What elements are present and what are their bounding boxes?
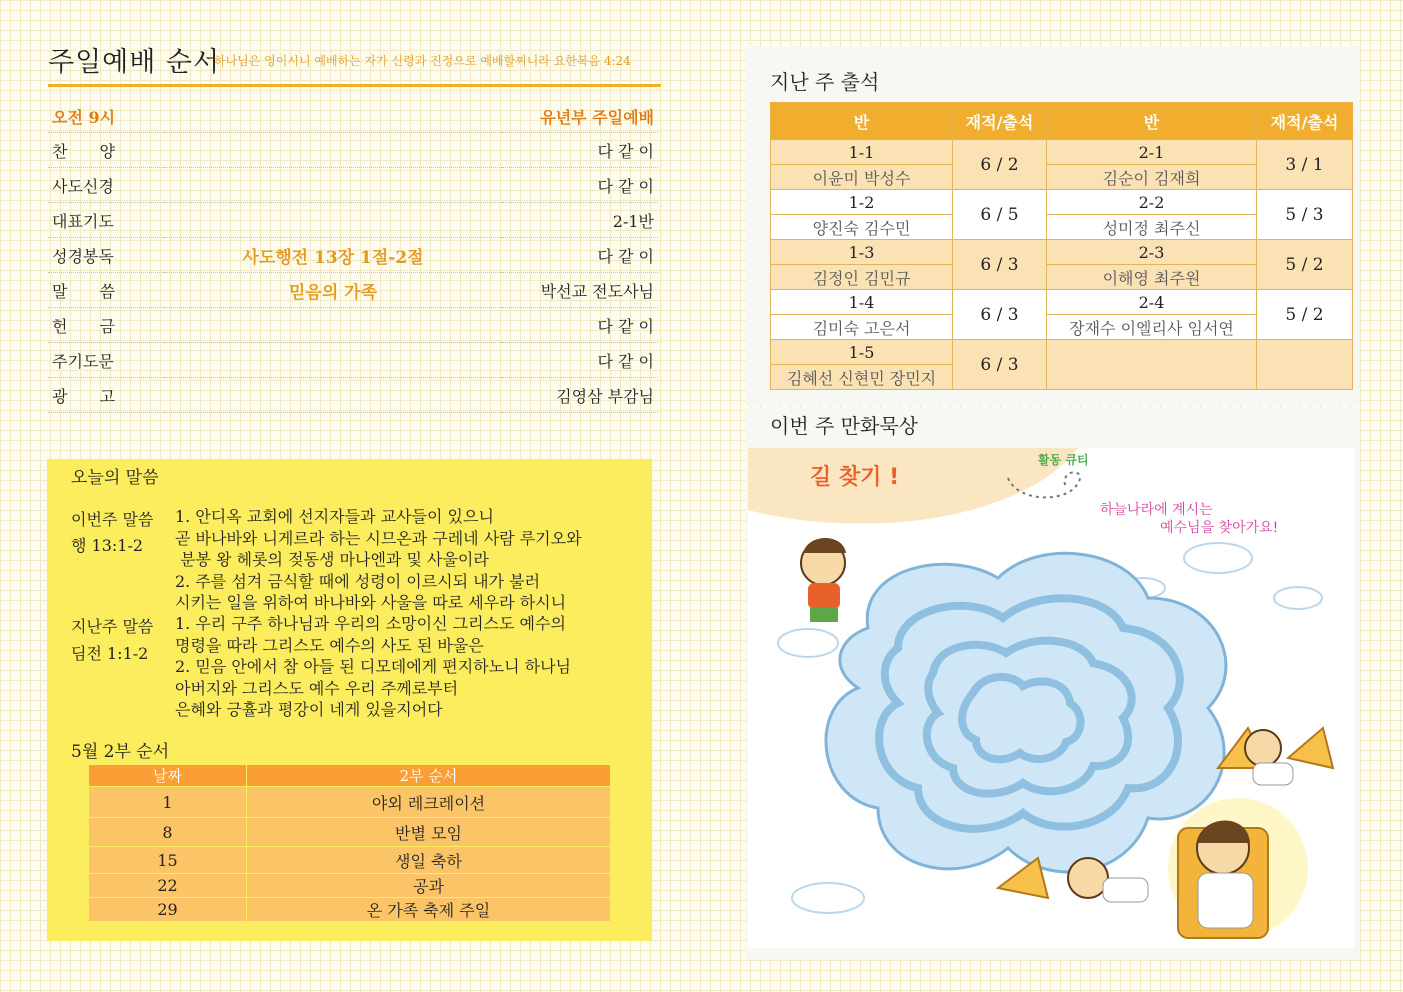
attendance-count: 6 / 5 — [953, 190, 1047, 240]
table-row — [771, 340, 1353, 365]
order-detail — [164, 133, 502, 168]
order-leader: 다 같 이 — [502, 133, 658, 168]
order-item: 광 고 — [48, 378, 164, 413]
table-row — [771, 190, 1353, 215]
table-row — [48, 343, 658, 378]
class-name: 2-4 — [1047, 290, 1257, 315]
class-name: 2-1 — [1047, 140, 1257, 165]
class-name: 1-5 — [771, 340, 953, 365]
cartoon-caption-line1: 하늘나라에 계시는 — [1100, 502, 1213, 518]
table-row — [48, 203, 658, 238]
cartoon-caption-line2: 예수님을 찾아가요! — [1160, 520, 1279, 536]
attendance-count: 3 / 1 — [1257, 140, 1353, 190]
worship-time: 오전 9시 — [48, 100, 164, 133]
order-item: 찬 양 — [48, 133, 164, 168]
class-name: 2-3 — [1047, 240, 1257, 265]
verse-line: 1. 우리 구주 하나님과 우리의 소망이신 그리스도 예수의 — [175, 614, 566, 633]
order-item: 헌 금 — [48, 308, 164, 343]
attendance-count: 6 / 3 — [953, 240, 1047, 290]
cartoon-heading: 길 찾기 ! — [810, 465, 900, 490]
order-leader: 박선교 전도사님 — [502, 273, 658, 308]
order-detail: 믿음의 가족 — [164, 273, 502, 308]
order-item: 말 씀 — [48, 273, 164, 308]
verse-line: 명령을 따라 그리스도 예수의 사도 된 바울은 — [175, 635, 484, 655]
teacher-names: 김정인 김민규 — [771, 265, 953, 290]
order-detail — [164, 203, 502, 238]
attendance-count: 6 / 3 — [953, 290, 1047, 340]
schedule-event: 반별 모임 — [247, 818, 611, 847]
order-detail — [164, 308, 502, 343]
order-leader: 김영삼 부감님 — [502, 378, 658, 413]
order-leader: 다 같 이 — [502, 308, 658, 343]
attendance-panel — [746, 46, 1360, 406]
last-week-verse — [175, 613, 571, 721]
class-name: 1-4 — [771, 290, 953, 315]
teacher-names: 김순이 김재희 — [1047, 165, 1257, 190]
attendance-title: 지난 주 출석 — [770, 70, 880, 94]
teacher-names: 장재수 이엘리사 임서연 — [1047, 315, 1257, 340]
schedule-date: 1 — [89, 787, 247, 818]
order-detail: 사도행전 13장 1절-2절 — [164, 238, 502, 273]
verse-line: 분봉 왕 헤롯의 젖동생 마나엔과 및 사울이라 — [175, 550, 489, 569]
class-name: 1-2 — [771, 190, 953, 215]
class-name: 2-2 — [1047, 190, 1257, 215]
todays-word-box — [47, 459, 652, 941]
col-program: 2부 순서 — [247, 765, 611, 787]
table-row — [771, 140, 1353, 165]
schedule-event: 공과 — [247, 874, 611, 898]
table-row — [48, 133, 658, 168]
attendance-count: 5 / 2 — [1257, 240, 1353, 290]
schedule-date: 22 — [89, 874, 247, 898]
cartoon-tag: 활동 큐티 — [1038, 453, 1089, 467]
schedule-date: 29 — [89, 898, 247, 922]
verse-line: 아버지와 그리스도 예수 우리 주께로부터 — [175, 678, 459, 698]
may-schedule-table — [89, 765, 610, 921]
schedule-date: 15 — [89, 847, 247, 874]
todays-word-title: 오늘의 말씀 — [71, 468, 159, 488]
table-row — [89, 847, 610, 874]
table-row — [48, 238, 658, 273]
table-row — [89, 787, 610, 818]
last-week-label: 지난주 말씀 — [71, 617, 154, 636]
class-name: 1-3 — [771, 240, 953, 265]
maze-illustration — [748, 448, 1354, 948]
schedule-date: 8 — [89, 818, 247, 847]
table-header — [89, 765, 610, 787]
verse-line: 2. 주를 섬겨 금식할 때에 성령이 이르시되 내가 불러 — [175, 571, 541, 591]
table-row — [89, 818, 610, 847]
order-leader: 다 같 이 — [502, 238, 658, 273]
teacher-names: 성미정 최주신 — [1047, 215, 1257, 240]
table-row — [771, 290, 1353, 315]
attendance-count: 5 / 2 — [1257, 290, 1353, 340]
verse-line: 은혜와 긍휼과 평강이 네게 있을지어다 — [175, 700, 443, 719]
order-detail — [164, 168, 502, 203]
table-row — [48, 378, 658, 413]
order-item: 성경봉독 — [48, 238, 164, 273]
this-week-label: 이번주 말씀 — [71, 510, 154, 529]
worship-verse: 하나님은 영이시니 예배하는 자가 신령과 진정으로 예배할찌니라 요한복음 4:24 — [214, 54, 631, 68]
jesus-throne-icon — [1168, 798, 1308, 938]
teacher-names: 이해영 최주원 — [1047, 265, 1257, 290]
worship-title: 주일예배 순서 — [48, 47, 221, 78]
worship-order-header — [48, 100, 658, 133]
teacher-names: 김혜선 신현민 장민지 — [771, 365, 953, 390]
this-week-ref: 행 13:1-2 — [71, 536, 144, 555]
cartoon-title: 이번 주 만화묵상 — [770, 414, 918, 438]
schedule-event: 야외 레크레이션 — [247, 787, 611, 818]
col-class: 반 — [1047, 103, 1257, 140]
col-class: 반 — [771, 103, 953, 140]
teacher-names: 양진숙 김수민 — [771, 215, 953, 240]
last-week-ref: 딤전 1:1-2 — [71, 644, 149, 663]
this-week-verse — [175, 506, 582, 614]
order-leader: 다 같 이 — [502, 168, 658, 203]
teacher-names: 김미숙 고은서 — [771, 315, 953, 340]
col-count: 재적/출석 — [1257, 103, 1353, 140]
order-leader: 2-1반 — [502, 203, 658, 238]
attendance-count: 5 / 3 — [1257, 190, 1353, 240]
worship-dept: 유년부 주일예배 — [502, 100, 658, 133]
table-row — [48, 273, 658, 308]
class-name: 1-1 — [771, 140, 953, 165]
order-item: 주기도문 — [48, 343, 164, 378]
table-row — [771, 240, 1353, 265]
schedule-event: 온 가족 축제 주일 — [247, 898, 611, 922]
order-item: 대표기도 — [48, 203, 164, 238]
attendance-count — [1257, 340, 1353, 390]
order-item: 사도신경 — [48, 168, 164, 203]
cartoon-panel — [746, 408, 1360, 960]
teacher-names: 이윤미 박성수 — [771, 165, 953, 190]
title-divider — [48, 84, 661, 87]
worship-order-table — [48, 100, 658, 413]
table-row — [89, 874, 610, 898]
order-leader: 다 같 이 — [502, 343, 658, 378]
table-row — [48, 168, 658, 203]
verse-line: 시키는 일을 위하여 바나바와 사울을 따로 세우라 하시니 — [175, 593, 567, 612]
attendance-count: 6 / 2 — [953, 140, 1047, 190]
attendance-table — [770, 102, 1353, 390]
verse-line: 1. 안디옥 교회에 선지자들과 교사들이 있으니 — [175, 507, 494, 526]
col-count: 재적/출석 — [953, 103, 1047, 140]
may-schedule-title: 5월 2부 순서 — [71, 742, 170, 762]
col-date: 날짜 — [89, 765, 247, 787]
order-detail — [164, 378, 502, 413]
schedule-event: 생일 축하 — [247, 847, 611, 874]
verse-line: 2. 믿음 안에서 참 아들 된 디모데에게 편지하노니 하나님 — [175, 657, 571, 676]
table-row — [89, 898, 610, 922]
table-header — [771, 103, 1353, 140]
class-name — [1047, 340, 1257, 390]
order-detail — [164, 343, 502, 378]
verse-line: 곧 바나바와 니게르라 하는 시므온과 구레네 사람 루기오와 — [175, 528, 582, 548]
table-row — [48, 308, 658, 343]
attendance-count: 6 / 3 — [953, 340, 1047, 390]
